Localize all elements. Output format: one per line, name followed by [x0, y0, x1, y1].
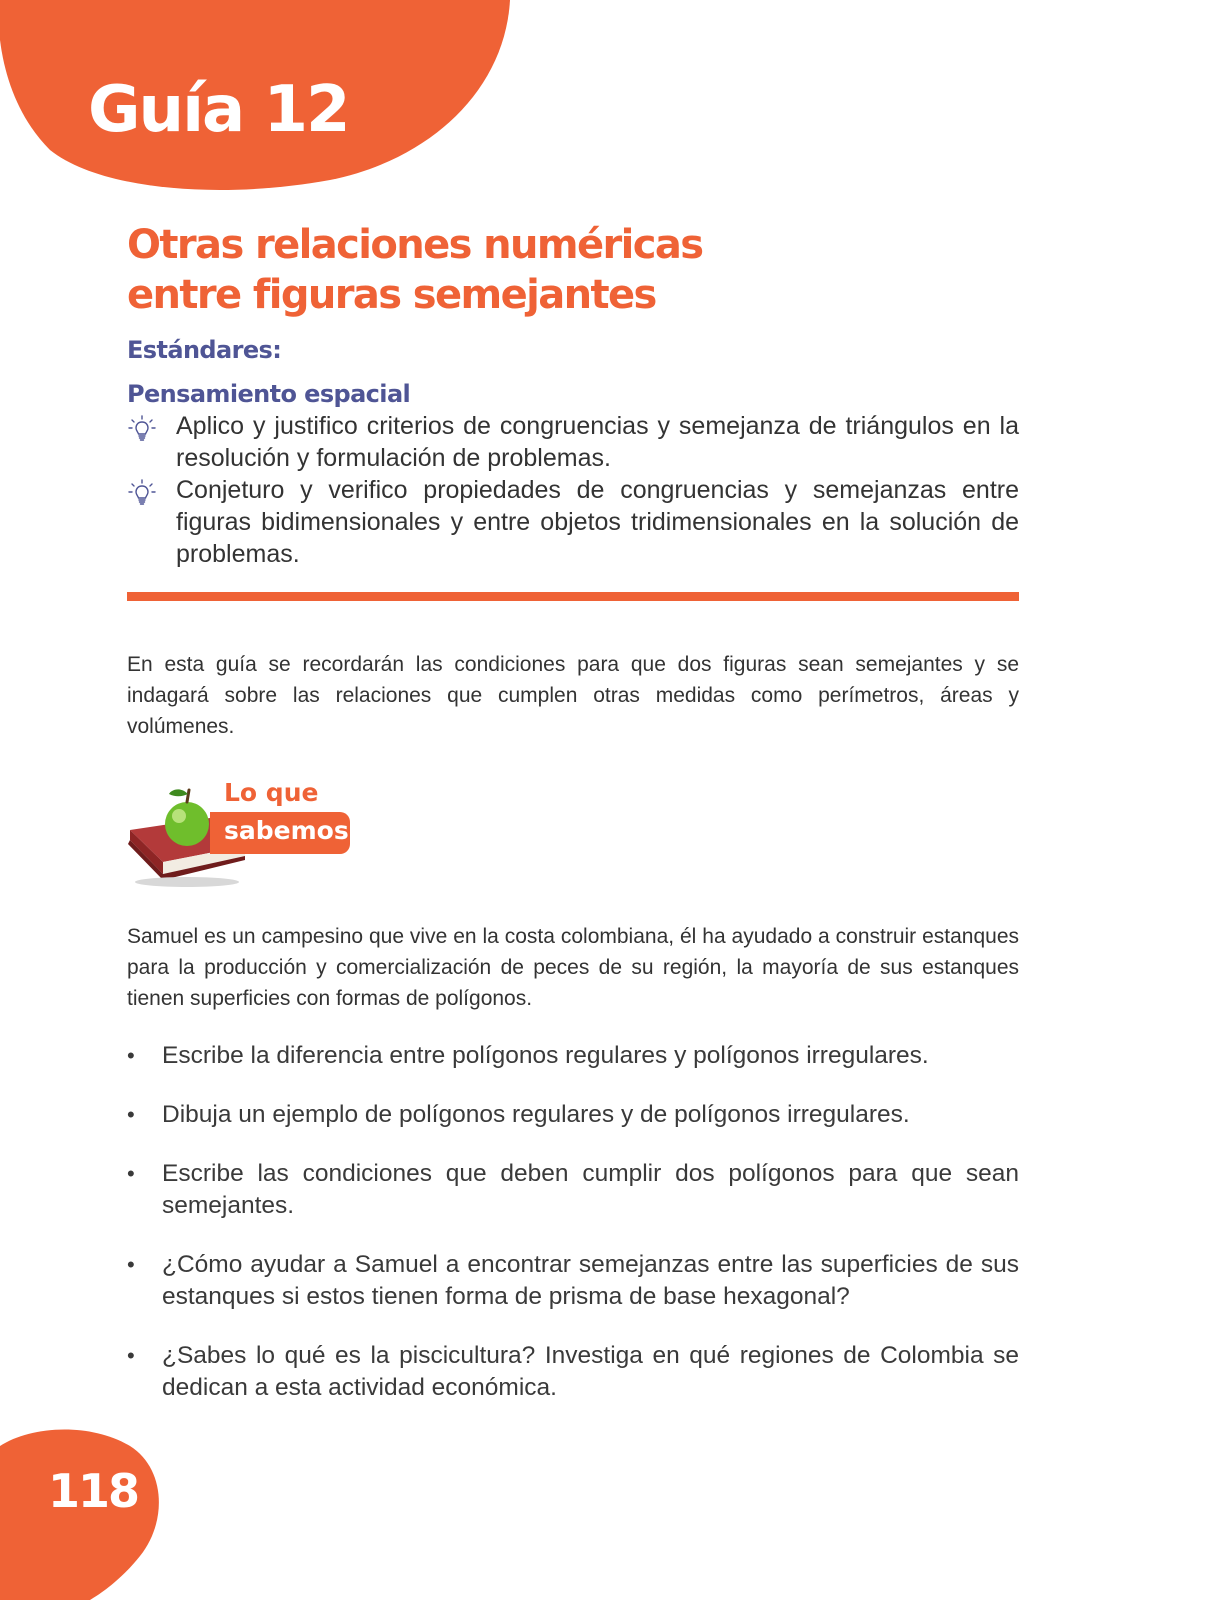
standards-item-text: Conjeturo y verifico propiedades de congruencias y semejanzas entre figuras bidimensionales y entre objetos tridimensionales en la solución de problemas. [176, 476, 1019, 568]
bullet-icon: • [127, 1161, 135, 1186]
standards-list [127, 410, 1019, 570]
bullet-icon: • [127, 1102, 135, 1127]
question-item [127, 1340, 1019, 1404]
standards-item-text: Aplico y justifico criterios de congruencias y semejanza de triángulos en la resolución y formulación de problemas. [176, 412, 1019, 472]
spatial-thought-heading: Pensamiento espacial [127, 380, 411, 408]
standards-list-item [127, 474, 1019, 570]
lightbulb-icon [127, 478, 157, 508]
question-item [127, 1099, 1019, 1131]
questions-list [127, 1040, 1019, 1431]
bullet-icon: • [127, 1043, 135, 1068]
question-item [127, 1249, 1019, 1313]
page-title-line1: Otras relaciones numéricas [127, 222, 703, 268]
question-text: Escribe las condiciones que deben cumplir dos polígonos para que sean semejantes. [162, 1160, 1019, 1219]
lightbulb-icon [127, 414, 157, 444]
question-item [127, 1158, 1019, 1222]
question-text: Dibuja un ejemplo de polígonos regulares y de polígonos irregulares. [162, 1101, 910, 1128]
guide-label: Guía 12 [88, 73, 349, 147]
page-title [127, 220, 1027, 320]
bullet-icon: • [127, 1252, 135, 1277]
standards-list-item [127, 410, 1019, 474]
page-title-line2: entre figuras semejantes [127, 272, 656, 318]
question-text: ¿Sabes lo qué es la piscicultura? Investiga en qué regiones de Colombia se dedican a esta actividad económica. [162, 1342, 1019, 1401]
page-number: 118 [48, 1464, 139, 1518]
standards-heading: Estándares: [127, 336, 282, 364]
section-badge-line2: sabemos [224, 816, 349, 845]
story-paragraph: Samuel es un campesino que vive en la costa colombiana, él ha ayudado a construir estanques para la producción y comercialización de peces de su región, la mayoría de sus estanques tienen superficies con formas de polígonos. [127, 925, 1019, 1010]
question-item [127, 1040, 1019, 1072]
intro-paragraph: En esta guía se recordarán las condiciones para que dos figuras sean semejantes y se indagará sobre las relaciones que cumplen otras medidas como perímetros, áreas y volúmenes. [127, 653, 1019, 738]
bullet-icon: • [127, 1343, 135, 1368]
section-divider [127, 592, 1019, 601]
question-text: Escribe la diferencia entre polígonos regulares y polígonos irregulares. [162, 1042, 929, 1069]
question-text: ¿Cómo ayudar a Samuel a encontrar semejanzas entre las superficies de sus estanques si estos tienen forma de prisma de base hexagonal? [162, 1251, 1019, 1310]
section-badge-line1: Lo que [224, 778, 319, 807]
